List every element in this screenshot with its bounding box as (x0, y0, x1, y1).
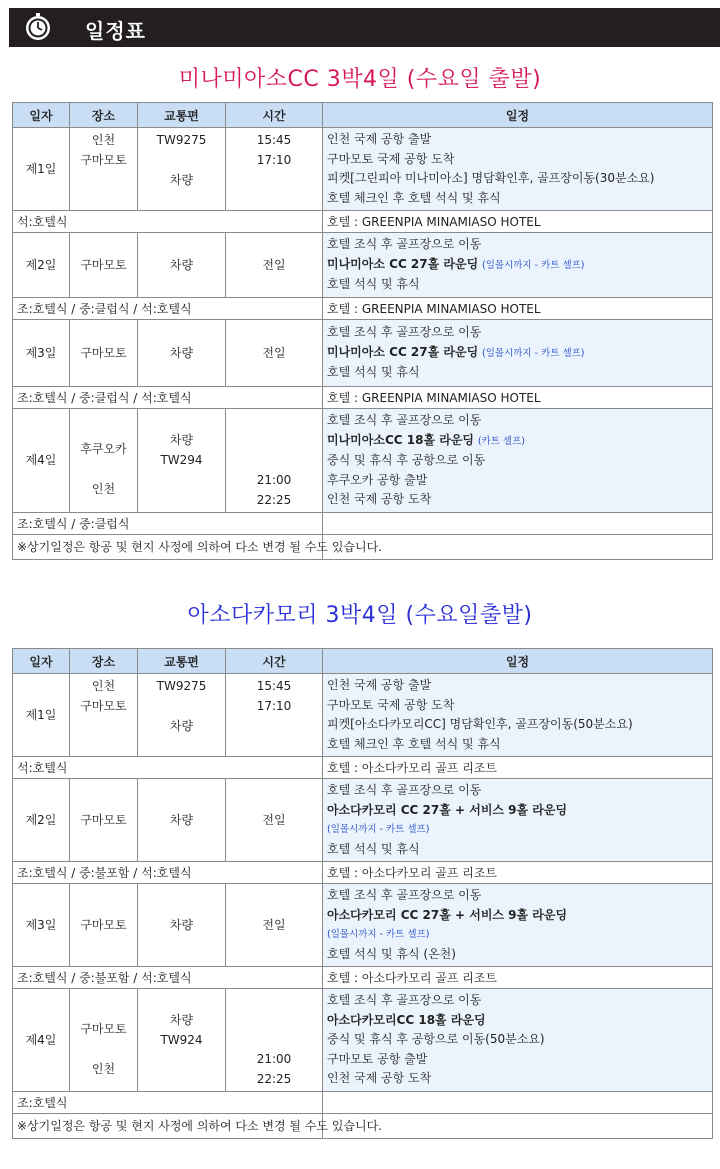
time-cell: 전일 (226, 779, 323, 862)
time-cell: 15:45 17:10 (226, 674, 323, 757)
plan-cell: 호텔 조식 후 골프장으로 이동 미나미아소 CC 27홀 라운딩 (일몰시까지 - 카트 셀프) 호텔 석식 및 휴식 (323, 320, 713, 387)
hotel-cell: 호텔 : 아소다카모리 골프 리조트 (323, 862, 713, 884)
section-header (9, 8, 720, 47)
meal-cell: 석:호텔식 (13, 757, 323, 779)
col-plan: 일정 (323, 649, 713, 674)
hotel-cell (323, 512, 713, 534)
col-place: 장소 (70, 649, 138, 674)
time-cell: 전일 (226, 320, 323, 387)
transport-cell: 차량 TW294 (138, 409, 226, 513)
meal-cell: 조:호텔식 / 중:클럽식 (13, 512, 323, 534)
hotel-cell: 호텔 : GREENPIA MINAMIASO HOTEL (323, 211, 713, 233)
plan-cell: 인천 국제 공항 출발 구마모토 국제 공항 도착 피켓[아소다카모리CC] 명담확인후, 골프장이동(50분소요) 호텔 체크인 후 호텔 석식 및 휴식 (323, 674, 713, 757)
meal-cell: 조:호텔식 / 중:불포함 / 석:호텔식 (13, 862, 323, 884)
meal-row (13, 757, 713, 779)
schedule-table (12, 648, 713, 1139)
plan-cell: 호텔 조식 후 골프장으로 이동 미나미아소 CC 27홀 라운딩 (일몰시까지 - 카트 셀프) 호텔 석식 및 휴식 (323, 233, 713, 298)
transport-cell: 차량 (138, 884, 226, 967)
plan-cell: 인천 국제 공항 출발 구마모토 국제 공항 도착 피켓[그린피아 미나미아소] 명담확인후, 골프장이동(30분소요) 호텔 체크인 후 호텔 석식 및 휴식 (323, 128, 713, 211)
course-title: 아소다카모리 3박4일 (수요일출발) (187, 603, 533, 628)
hotel-cell (323, 1091, 713, 1113)
transport-cell: 차량 (138, 233, 226, 298)
place-cell: 인천 구마모토 (70, 128, 138, 211)
stopwatch-icon (23, 12, 53, 42)
meal-row (13, 862, 713, 884)
meal-row (13, 298, 713, 320)
day-cell: 제1일 (13, 674, 70, 757)
transport-cell: 차량 TW924 (138, 989, 226, 1092)
col-plan: 일정 (323, 103, 713, 128)
day-cell: 제2일 (13, 233, 70, 298)
place-cell: 후쿠오카 인천 (70, 409, 138, 513)
time-cell: 21:00 22:25 (226, 409, 323, 513)
day-cell: 제4일 (13, 409, 70, 513)
meal-cell: 조:호텔식 / 중:클럽식 / 석:호텔식 (13, 387, 323, 409)
day-cell: 제4일 (13, 989, 70, 1092)
col-day: 일자 (13, 649, 70, 674)
day-cell: 제2일 (13, 779, 70, 862)
meal-row (13, 211, 713, 233)
col-time: 시간 (226, 103, 323, 128)
hotel-cell: 호텔 : GREENPIA MINAMIASO HOTEL (323, 298, 713, 320)
note-cell: ※상기일정은 항공 및 현지 사정에 의하여 다소 변경 될 수도 있습니다. (13, 1113, 323, 1138)
header-row (13, 103, 713, 128)
meal-row (13, 967, 713, 989)
table-row (13, 128, 713, 211)
place-cell: 인천 구마모토 (70, 674, 138, 757)
col-time: 시간 (226, 649, 323, 674)
section-title: 일정표 (85, 19, 146, 43)
table-row (13, 779, 713, 862)
hotel-cell: 호텔 : 아소다카모리 골프 리조트 (323, 967, 713, 989)
meal-row (13, 387, 713, 409)
time-cell: 전일 (226, 233, 323, 298)
time-cell: 21:00 22:25 (226, 989, 323, 1092)
col-transport: 교통편 (138, 649, 226, 674)
note-cell: ※상기일정은 항공 및 현지 사정에 의하여 다소 변경 될 수도 있습니다. (13, 534, 323, 559)
col-place: 장소 (70, 103, 138, 128)
table-row (13, 233, 713, 298)
day-cell: 제3일 (13, 320, 70, 387)
table-row (13, 884, 713, 967)
table-row (13, 674, 713, 757)
meal-cell: 조:호텔식 / 중:클럽식 / 석:호텔식 (13, 298, 323, 320)
table-row (13, 409, 713, 513)
transport-cell: 차량 (138, 320, 226, 387)
plan-cell: 호텔 조식 후 골프장으로 이동 아소다카모리 CC 27홀 + 서비스 9홀 라운딩 (일몰시까지 - 카트 셀프) 호텔 석식 및 휴식 (온천) (323, 884, 713, 967)
meal-cell: 조:호텔식 (13, 1091, 323, 1113)
table-row (13, 320, 713, 387)
col-day: 일자 (13, 103, 70, 128)
meal-row (13, 1091, 713, 1113)
header-row (13, 649, 713, 674)
time-cell: 전일 (226, 884, 323, 967)
day-cell: 제3일 (13, 884, 70, 967)
time-cell: 15:45 17:10 (226, 128, 323, 211)
table-row (13, 989, 713, 1092)
meal-cell: 조:호텔식 / 중:불포함 / 석:호텔식 (13, 967, 323, 989)
place-cell: 구마모토 (70, 884, 138, 967)
plan-cell: 호텔 조식 후 골프장으로 이동 아소다카모리CC 18홀 라운딩 중식 및 휴식 후 공항으로 이동(50분소요) 구마모토 공항 출발 인천 국제 공항 도착 (323, 989, 713, 1092)
place-cell: 구마모토 (70, 233, 138, 298)
place-cell: 구마모토 (70, 320, 138, 387)
course-title: 미나미아소CC 3박4일 (수요일 출발) (178, 67, 542, 92)
note-row (13, 1113, 713, 1138)
plan-cell: 호텔 조식 후 골프장으로 이동 미나미아소CC 18홀 라운딩 (카트 셀프) 중식 및 휴식 후 공항으로 이동 후쿠오카 공항 출발 인천 국제 공항 도착 (323, 409, 713, 513)
meal-cell: 석:호텔식 (13, 211, 323, 233)
transport-cell: TW9275 차량 (138, 128, 226, 211)
col-transport: 교통편 (138, 103, 226, 128)
place-cell: 구마모토 인천 (70, 989, 138, 1092)
place-cell: 구마모토 (70, 779, 138, 862)
day-cell: 제1일 (13, 128, 70, 211)
note-row (13, 534, 713, 559)
transport-cell: TW9275 차량 (138, 674, 226, 757)
hotel-cell: 호텔 : 아소다카모리 골프 리조트 (323, 757, 713, 779)
hotel-cell: 호텔 : GREENPIA MINAMIASO HOTEL (323, 387, 713, 409)
transport-cell: 차량 (138, 779, 226, 862)
schedule-table (12, 102, 713, 560)
meal-row (13, 512, 713, 534)
plan-cell: 호텔 조식 후 골프장으로 이동 아소다카모리 CC 27홀 + 서비스 9홀 라운딩 (일몰시까지 - 카트 셀프) 호텔 석식 및 휴식 (323, 779, 713, 862)
